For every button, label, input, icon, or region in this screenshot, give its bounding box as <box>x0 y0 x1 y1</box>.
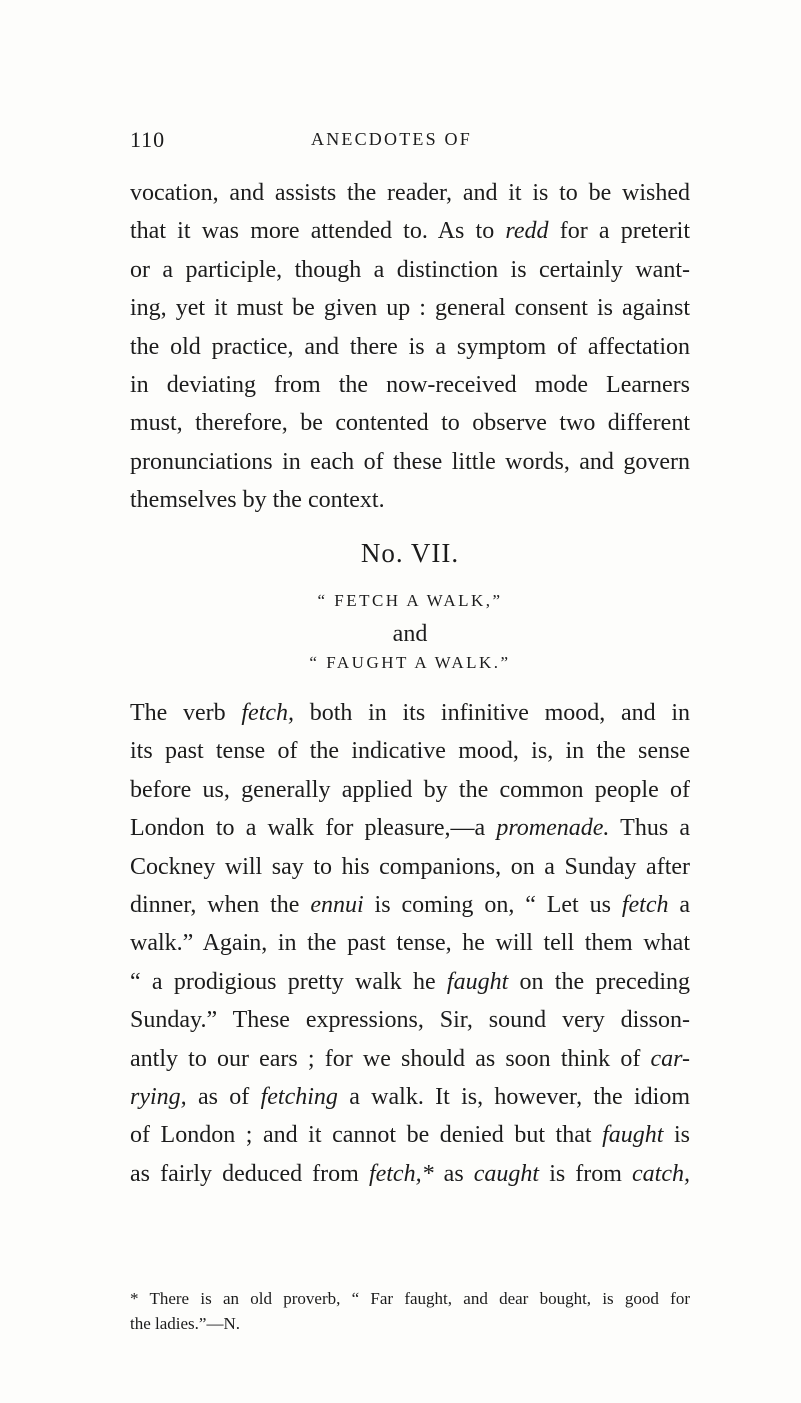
footnote-line: the ladies.”—N. <box>130 1314 240 1333</box>
footnote <box>130 1286 690 1336</box>
text-line: The verb fetch, both in its infinitive mood, and in <box>130 700 691 726</box>
text-line: as fairly deduced from fetch,* as caught is from catch, <box>130 1160 691 1187</box>
text-line: in deviating from the now-received mode Learners <box>130 371 690 398</box>
text-line: themselves by the context. <box>130 487 385 514</box>
text-line: Sunday.” These expressions, Sir, sound very disson- <box>130 1007 690 1034</box>
running-head <box>130 127 690 161</box>
text-line: that it was more attended to. As to redd for a preterit <box>130 218 691 245</box>
text-line: or a participle, though a distinction is certainly want- <box>130 256 690 283</box>
text-line: London to a walk for pleasure,—a promenade. Thus a <box>130 815 690 842</box>
text-line: Cockney will say to his companions, on a Sunday after <box>130 853 690 880</box>
text-line: its past tense of the indicative mood, is, in the sense <box>130 738 690 765</box>
section-number: No. VII. <box>360 538 460 568</box>
text-line: dinner, when the ennui is coming on, “ Let us fetch a <box>130 891 691 918</box>
text-line: walk.” Again, in the past tense, he will tell them what <box>130 930 690 957</box>
footnote-line: * There is an old proverb, “ Far faught, and dear bought, is good for <box>130 1289 690 1308</box>
text-line: of London ; and it cannot be denied but that faught is <box>130 1122 691 1149</box>
italic-word: redd <box>505 218 549 245</box>
running-title: ANECDOTES OF <box>311 129 472 149</box>
text-line: must, therefore, be contented to observe two different <box>130 410 690 437</box>
text-line: before us, generally applied by the common people of <box>130 776 690 803</box>
paragraph-continuation <box>130 174 690 520</box>
text-line: rying, as of fetching a walk. It is, however, the idiom <box>130 1083 691 1110</box>
page-number: 110 <box>130 127 166 152</box>
text-line: the old practice, and there is a symptom of affectation <box>130 333 690 360</box>
text-line: ing, yet it must be given up : general consent is against <box>130 295 690 322</box>
paragraph-fetch-a-walk <box>130 694 690 1193</box>
section-quote-fetch: “ FETCH A WALK,” <box>317 591 503 610</box>
text-line: pronunciations in each of these little words, and govern <box>130 448 690 475</box>
section-and: and <box>392 621 428 647</box>
text-line: vocation, and assists the reader, and it is to be wished <box>130 180 690 206</box>
text-line: “ a prodigious pretty walk he faught on the preceding <box>130 968 691 995</box>
section-quote-faught: “ FAUGHT A WALK.” <box>309 653 511 672</box>
text-line: antly to our ears ; for we should as soon think of car- <box>130 1045 691 1072</box>
